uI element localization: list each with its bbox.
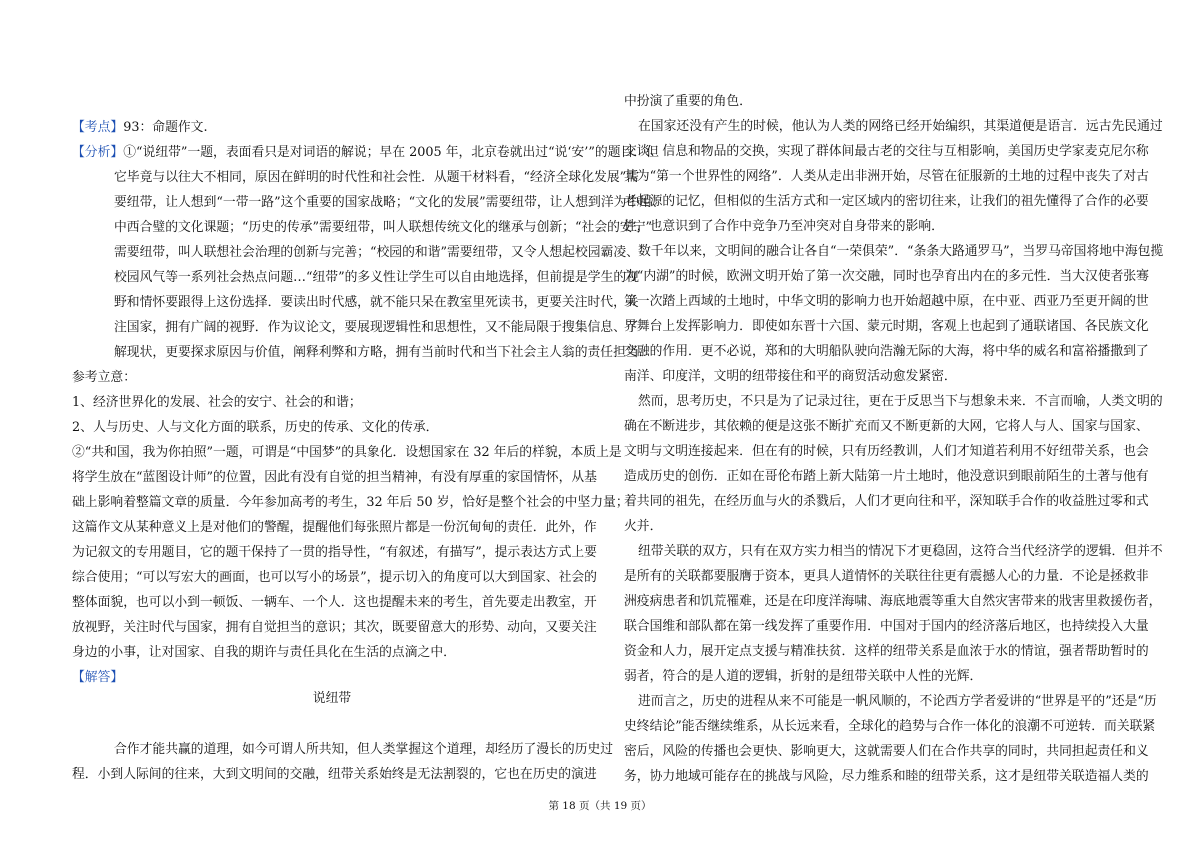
analysis-text: ①“说纽带”一题，表面看只是对词语的解说；早在 2005 年，北京卷就出过“说‘安’”的题目．但: [123, 145, 659, 160]
analysis-line: 野和情怀要跟得上这份选择．要读出时代感，就不能只呆在教室里死读书，更要关注时代，关: [114, 295, 639, 310]
essay-title: 说纽带: [312, 691, 352, 706]
analysis-line: 解现状，更要探求原因与价值，阐释利弊和方略，拥有当前时代和当下社会主人翁的责任担当．: [114, 345, 652, 360]
essay-line: 密后，风险的传播也会更快、影响更大，这就需要人们在合作共享的同时，共同担起责任和义: [624, 744, 1149, 759]
analysis-line: 础上影响着整篇文章的质量．今年参加高考的考生，32 年后 50 岁，恰好是整个社会的中坚力量；: [72, 495, 629, 510]
analysis-line: 它毕竟与以往大不相同，原因在鲜明的时代性和社会性．从题干材料看，“经济全球化发展”需: [114, 170, 639, 185]
kaodian-line: [72, 115, 592, 140]
essay-line: 是所有的关联都要服膺于资本，更具人道情怀的关联往往更有震撼人心的力量．不论是拯救非: [624, 569, 1149, 584]
reference-item-2: 2、人与历史、人与文化方面的联系，历史的传承、文化的传承．: [72, 420, 439, 435]
essay-line: 第一次踏上西域的土地时，中华文明的影响力也开始超越中原，在中亚、西亚乃至更开阔的世: [624, 294, 1149, 309]
analysis-line: 需要纽带，叫人联想社会治理的创新与完善；“校园的和谐”需要纽带，又令人想起校园霸凌、: [114, 245, 639, 260]
essay-line: 然而，思考历史，不只是为了记录过往，更在于反思当下与想象未来．不言而喻，人类文明的: [638, 394, 1163, 409]
essay-line: 联合国维和部队都在第一线发挥了重要作用．中国对于国内的经济落后地区，也持续投入大量: [624, 619, 1149, 634]
essay-line: 老起源的记忆，但相似的生活方式和一定区域内的密切往来，让我们的祖先懂得了合作的必要: [624, 194, 1149, 209]
essay-line: 造成历史的创伤．正如在哥伦布踏上新大陆第一片土地时，他没意识到眼前陌生的土著与他有: [624, 469, 1149, 484]
analysis-line: 校园风气等一系列社会热点问题…“纽带”的多义性让学生可以自由地选择，但前提是学生的视: [114, 270, 639, 285]
essay-line: 文明与文明连接起来．但在有的时候，只有历经教训，人们才知道若利用不好纽带关系，也会: [624, 444, 1149, 459]
essay-line: 其为“第一个世界性的网络”．人类从走出非洲开始，尽管在征服新的土地的过程中丧失了对古: [624, 169, 1149, 184]
essay-line: 为“内湖”的时候，欧洲文明开始了第一次交融，同时也孕育出内在的多元性．当大汉使者张骞: [624, 269, 1149, 284]
analysis-line: 整体面貌，也可以小到一顿饭、一辆车、一个人．这也提醒未来的考生，首先要走出教室，开: [72, 595, 597, 610]
analysis-line: ②“共和国，我为你拍照”一题，可谓是“中国梦”的具象化．设想国家在 32 年后的样貌，本质上是: [72, 445, 622, 460]
analysis-line: 综合使用；“可以写宏大的画面，也可以写小的场景”，提示切入的角度可以大到国家、社会的: [72, 570, 597, 585]
reference-heading: 参考立意：: [72, 370, 136, 385]
analysis-line: 放视野，关注时代与国家，拥有自觉担当的意识；其次，既要留意大的形势、动向，又要关注: [72, 620, 597, 635]
essay-line: 在国家还没有产生的时候，他认为人类的网络已经开始编织，其渠道便是语言．远古先民通过: [638, 119, 1163, 134]
essay-line: 进而言之，历史的进程从来不可能是一帆风顺的，不论西方学者爱讲的“世界是平的”还是“历: [638, 694, 1157, 709]
essay-line: 界舞台上发挥影响力．即使如东晋十六国、蒙元时期，客观上也起到了通联诸国、各民族文化: [624, 319, 1149, 334]
essay-line: 交融的作用．更不必说，郑和的大明船队驶向浩瀚无际的大海，将中华的威名和富裕播撒到了: [624, 344, 1149, 359]
jieda-tag: 【解答】: [72, 670, 124, 685]
analysis-line: 这篇作文从某种意义上是对他们的警醒，提醒他们每张照片都是一份沉甸甸的责任．此外，作: [72, 520, 597, 535]
essay-line: 着共同的祖先，在经历血与火的杀戮后，人们才更向往和平，深知联手合作的收益胜过零和式: [624, 494, 1149, 509]
essay-line: 史终结论”能否继续维系，从长远来看，全球化的趋势与合作一体化的浪潮不可逆转．而关联紧: [624, 719, 1156, 734]
essay-line: 合作才能共赢的道理，如今可谓人所共知，但人类掌握这个道理，却经历了漫长的历史过: [114, 742, 614, 757]
analysis-line: 将学生放在“蓝图设计师”的位置，因此有没有自觉的担当精神，有没有厚重的家国情怀，从基: [72, 470, 597, 485]
essay-line: 南洋、印度洋，文明的纽带接住和平的商贸活动愈发紧密．: [624, 369, 957, 384]
essay-line: 性，也意识到了合作中竞争乃至冲突对自身带来的影响．: [624, 219, 944, 234]
kaodian-text: 93：命题作文.: [123, 120, 208, 135]
fenxi-tag: 【分析】: [72, 145, 124, 160]
analysis-line: 中西合璧的文化课题；“历史的传承”需要纽带，叫人联想传统文化的继承与创新；“社会的安宁”: [114, 220, 653, 235]
essay-line: 确在不断进步，其依赖的便是这张不断扩充而又不断更新的大网，它将人与人、国家与国家、: [624, 419, 1149, 434]
essay-line: 数千年以来，文明间的融合让各自“一荣俱荣”．“条条大路通罗马”，当罗马帝国将地中海包揽: [638, 244, 1164, 259]
essay-line: 弱者，符合的是人道的逻辑，折射的是纽带关联中人性的光辉．: [624, 669, 983, 684]
essay-line: 火并．: [624, 519, 663, 534]
essay-line: 交谈、信息和物品的交换，实现了群体间最古老的交往与互相影响，美国历史学家麦克尼尔称: [624, 144, 1149, 159]
essay-line: 务，协力地域可能存在的挑战与风险，尽力维系和睦的纽带关系，这才是纽带关联造福人类的: [624, 769, 1149, 784]
analysis-line: 身边的小事，让对国家、自我的期许与责任具化在生活的点滴之中．: [72, 645, 456, 660]
essay-line: 程．小到人际间的往来，大到文明间的交融，纽带关系始终是无法割裂的，它也在历史的演进: [72, 767, 597, 782]
essay-line: 资金和人力，展开定点支援与精准扶贫．这样的纽带关系是血浓于水的情谊，强者帮助暂时的: [624, 644, 1149, 659]
fenxi-line-1: [72, 140, 659, 165]
analysis-line: 注国家，拥有广阔的视野．作为议论文，要展现逻辑性和思想性，又不能局限于搜集信息、了: [114, 320, 639, 335]
analysis-line: 要纽带，让人想到“一带一路”这个重要的国家战略；“文化的发展”需要纽带，让人想到洋为中用、: [114, 195, 665, 210]
analysis-line: 为记叙文的专用题目，它的题干保持了一贯的指导性，“有叙述，有描写”，提示表达方式上要: [72, 545, 597, 560]
page-number: 第 18 页（共 19 页）: [548, 800, 652, 812]
essay-line: 洲疫病患者和饥荒罹难，还是在印度洋海啸、海底地震等重大自然灾害带来的戕害里救援伤者，: [624, 594, 1162, 609]
kaodian-tag: 【考点】: [72, 120, 124, 135]
essay-line: 中扮演了重要的角色．: [624, 94, 752, 109]
essay-line: 纽带关联的双方，只有在双方实力相当的情况下才更稳固，这符合当代经济学的逻辑．但并不: [638, 544, 1163, 559]
reference-item-1: 1、经济世界化的发展、社会的安宁、社会的和谐；: [72, 395, 362, 410]
